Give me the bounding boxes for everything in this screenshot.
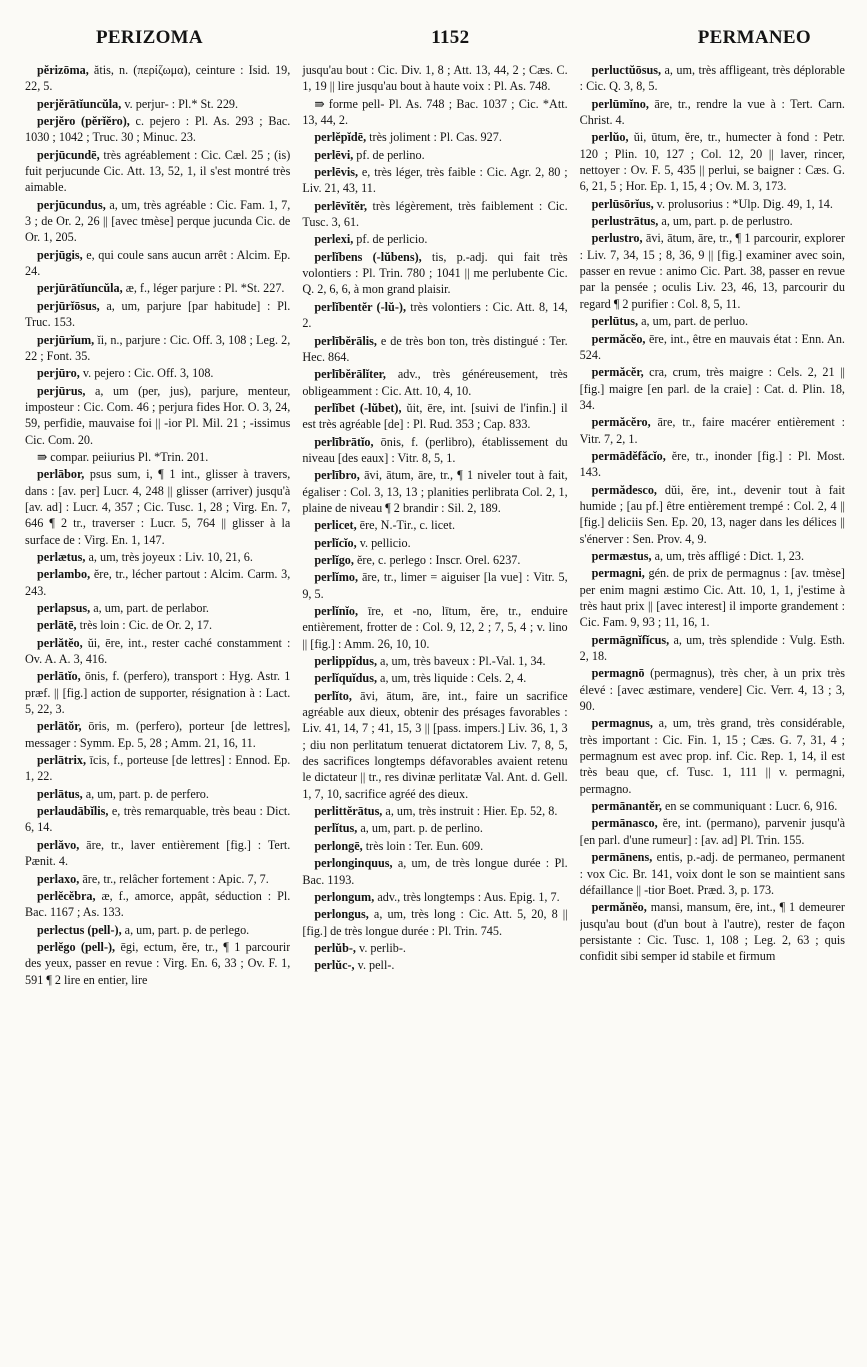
entry-headword: perlŭb-, [314, 940, 356, 955]
entry-headword: perjūrus, [37, 383, 86, 398]
dictionary-entry [580, 96, 845, 129]
entry-headword: perlātŏr, [37, 719, 82, 734]
entry-headword: perjūrĭum, [37, 332, 95, 347]
column-middle [302, 62, 567, 1360]
dictionary-entry [302, 940, 567, 956]
entry-definition: æ, f., amorce, appât, séduction : Pl. Bac. 1167 ; As. 133. [25, 888, 291, 920]
entry-headword: perlātrix, [37, 753, 87, 768]
header-right-guideword: PERMANEO [697, 27, 811, 48]
entry-headword: permăcĕro, [591, 415, 651, 430]
dictionary-entry [302, 333, 567, 366]
dictionary-entry [302, 653, 567, 669]
entry-definition: ēgi, ectum, ĕre, tr., ¶ 1 parcourir des yeux, passer en revue : Virg. En. 6, 33 ; Ov. F. 1, 591 ¶ 2 lire en entier, lire [25, 939, 291, 987]
dictionary-entry [580, 230, 845, 312]
column-right [580, 62, 845, 1360]
column-left [25, 62, 290, 1360]
entry-definition: adv., très généreusement, très obligeamment : Cic. Att. 10, 4, 10. [302, 367, 568, 398]
entry-definition: āre, tr., relâcher fortement : Apic. 7, 7. [79, 871, 269, 886]
entry-headword: permagni, [591, 566, 645, 581]
entry-definition: ⇛ forme pell- Pl. As. 748 ; Bac. 1037 ; Cic. *Att. 13, 44, 2. [302, 96, 568, 128]
dictionary-entry [25, 635, 290, 668]
entry-definition: a, um (per, jus), parjure, menteur, imposteur : Cic. Com. 46 ; perjura fides Hor. O. 3, 24, 59, perfidie, mauvaise foi || -ior Pl. Mil. 21 ; -issimus Cic. Com. 20. [25, 383, 291, 447]
entry-headword: perlustrātus, [591, 214, 659, 229]
entry-headword: permăcĕr, [591, 365, 644, 380]
entry-definition: v. perjur- : Pl.* St. 229. [121, 96, 239, 111]
dictionary-entry [580, 899, 845, 964]
dictionary-entry [580, 414, 845, 447]
entry-definition: pf. de perlicio. [353, 232, 428, 247]
entry-headword: perlătĕo, [37, 635, 83, 650]
entry-definition: mansi, mansum, ēre, int., ¶ 1 demeurer jusqu'au bout (d'un bout à l'autre), rester de façon persistante : Cic. Tusc. 1, 108 ; Leg. 2, 63 ; quis confidit sibi semper id stabile et firmum [579, 900, 845, 964]
dictionary-entry [580, 715, 845, 797]
dictionary-entry [580, 798, 845, 814]
entry-headword: perlongē, [314, 838, 363, 853]
dictionary-entry [302, 889, 567, 905]
entry-definition: jusqu'au bout : Cic. Div. 1, 8 ; Att. 13, 44, 2 ; Cæs. C. 1, 19 || lire jusqu'au bout à haute voix : Pl. As. 748. [302, 63, 568, 94]
entry-headword: perlībro, [314, 468, 360, 483]
entry-headword: perlambo, [37, 567, 91, 582]
entry-headword: permānasco, [591, 816, 658, 831]
entry-headword: perlongus, [314, 907, 369, 922]
entry-definition: (permagnus), très cher, à un prix très élevé : [avec æstimare, vendere] Cic. Verr. 4, 13 ; 3, 90. [579, 666, 845, 714]
entry-definition: très agréablement : Cic. Cæl. 25 ; (is) fuit perjucunde Cic. Att. 13, 52, 1, il s'est montré très aimable. [25, 147, 291, 195]
entry-definition: a, um, de très longue durée : Pl. Bac. 1193. [302, 856, 568, 887]
dictionary-entry [25, 96, 290, 112]
dictionary-entry [302, 147, 567, 163]
dictionary-entry [302, 198, 567, 231]
entry-headword: perlĭbet (-lŭbet), [314, 400, 402, 415]
entry-definition: ŭi, ūtum, ĕre, tr., humecter à fond : Petr. 120 ; Plin. 10, 127 ; Col. 12, 20 || laver, rincer, nettoyer : Ov. F. 5, 435 || perlui, se baigner : Cæs. G. 6, 21, 5 ; Hor. Ep. 1, 15, 4 ; Ov. M. 3, 173. [579, 130, 845, 194]
dictionary-entry [25, 600, 290, 616]
entry-definition: v. pejero : Cic. Off. 3, 108. [79, 366, 214, 381]
entry-headword: perjūrĭōsus, [37, 298, 100, 313]
entry-definition: ĕre, tr., lécher partout : Alcim. Carm. 3, 243. [25, 567, 291, 598]
entry-headword: permānens, [591, 850, 653, 865]
dictionary-entry [580, 448, 845, 481]
entry-definition: très légèrement, très faiblement : Cic. Tusc. 3, 61. [302, 198, 568, 230]
entry-definition: très volontiers : Cic. Att. 8, 14, 2. [302, 299, 568, 331]
entry-definition: āvi, ātum, āre, tr., ¶ 1 parcourir, explorer : Liv. 7, 34, 15 ; 8, 36, 9 || [fig.] examiner avec soin, passer en revue : animo Cic. Part. 38, passer en revue par la pensée ; oculis Liv. 23, 46, 13, parcourir du regard ¶ 2 purifier : Col. 8, 5, 11. [579, 231, 845, 311]
dictionary-entry [302, 838, 567, 854]
entry-definition: tis, p.-adj. qui fait très volontiers : Pl. Trin. 780 ; 1041 || me perlubente Cic. Q. 2, 6, 6, à mon grand plaisir. [302, 249, 568, 297]
entry-definition: très joliment : Pl. Cas. 927. [366, 130, 502, 145]
entry-headword: perlĭbens (-lŭbens), [314, 249, 422, 264]
entry-headword: perlustro, [591, 231, 643, 246]
entry-definition: e, très remarquable, très beau : Dict. 6, 14. [25, 804, 291, 835]
dictionary-entry [25, 247, 290, 280]
dictionary-entry [25, 62, 290, 95]
entry-definition: a, um, part. de perlabor. [90, 601, 209, 615]
entry-definition: āre, tr., faire macérer entièrement : Vitr. 7, 2, 1. [579, 415, 845, 446]
dictionary-entry [302, 129, 567, 145]
dictionary-entry [580, 331, 845, 364]
entry-headword: permănĕo, [591, 900, 647, 915]
entry-headword: perlætus, [37, 549, 86, 564]
entry-headword: perlēvĭtĕr, [314, 198, 368, 213]
entry-headword: perlūmĭno, [591, 96, 649, 111]
entry-headword: permăcĕo, [591, 331, 646, 346]
entry-definition: a, um, part. p. de perlego. [121, 922, 250, 937]
dictionary-entry [302, 231, 567, 247]
entry-headword: perlĭgo, [314, 552, 354, 567]
entry-headword: perlībĕrālĭter, [314, 367, 386, 382]
dictionary-entry [25, 837, 290, 870]
dictionary-entry [302, 434, 567, 467]
entry-headword: permæstus, [591, 548, 652, 563]
entry-headword: perlēvi, [314, 147, 354, 162]
dictionary-entry [25, 113, 290, 146]
dictionary-entry [25, 197, 290, 246]
page-number: 1152 [431, 27, 470, 48]
entry-headword: perlapsus, [37, 601, 91, 615]
dictionary-entry [25, 298, 290, 331]
entry-definition: a, um, très affligé : Dict. 1, 23. [651, 548, 804, 563]
dictionary-entry [580, 196, 845, 212]
dictionary-entry [302, 906, 567, 939]
entry-definition: e de très bon ton, très distingué : Ter. Hec. 864. [302, 333, 568, 364]
entry-headword: permānantĕr, [591, 799, 662, 814]
entry-headword: perluctŭōsus, [591, 63, 662, 77]
entry-definition: v. prolusorius : *Ulp. Dig. 49, 1, 14. [653, 196, 833, 211]
entry-headword: permagnō [591, 666, 645, 681]
entry-headword: perlūsōrĭus, [591, 196, 654, 211]
entry-definition: a, um, très grand, très considérable, très important : Cic. Fin. 1, 15 ; Cæs. G. 7, 31, 4 ; permagnum est avec prop. inf. Cic. Rep. 1, 14, il est très beau que, cf. Tusc. 1, 111 || v. permagni, permagno. [579, 716, 845, 796]
dictionary-entry [25, 803, 290, 836]
entry-definition: a, um, parjure [par habitude] : Pl. Truc. 153. [25, 298, 291, 330]
entry-headword: perjūro, [37, 366, 80, 381]
entry-definition: dŭi, ĕre, int., devenir tout à fait humide ; [au pf.] être entièrement trempé : Col. 2, 4 || [fig.] deliciis Sen. Ep. 20, 13, nager dans les délices || s'énerver : Sen. Prov. 4, 9. [579, 482, 845, 546]
dictionary-entry [25, 752, 290, 785]
entry-definition: īre, et -no, lītum, ĕre, tr., enduire entièrement, frotter de : Col. 9, 12, 2 ; 7, 5, 4 ; v. lino || [fig.] : Amm. 26, 10, 10. [302, 604, 568, 651]
entry-definition: psus sum, i, ¶ 1 int., glisser à travers, dans : [av. per] Lucr. 4, 248 || glisser (arriver) jusqu'à [av. ad] : Lucr. 4, 357 ; Cic. Tusc. 1, 28 ; Virg. En. 7, 646 ¶ 2 tr., traverser : Lucr. 5, 764 || glisser à la surface de : Virg. En. 1, 147. [25, 467, 291, 547]
entry-definition: a, um, très agréable : Cic. Fam. 1, 7, 3 ; de Or. 2, 26 || [avec tmèse] perque jucunda Cic. de Or. 1, 205. [25, 197, 291, 245]
entry-definition: āre, tr., limer = aiguiser [la vue] : Vitr. 5, 9, 5. [302, 570, 568, 601]
dictionary-entry [580, 632, 845, 665]
entry-definition: c. pejero : Pl. As. 293 ; Bac. 1030 ; 1042 ; Truc. 30 ; Minuc. 23. [25, 114, 291, 145]
entry-headword: perlĕgo (pell-), [37, 939, 116, 954]
dictionary-entry [25, 280, 290, 296]
dictionary-entry [580, 62, 845, 95]
entry-definition: e, qui coule sans aucun arrêt : Alcim. Ep. 24. [25, 247, 291, 279]
dictionary-entry [580, 815, 845, 848]
dictionary-entry [302, 96, 567, 129]
dictionary-entry [302, 803, 567, 819]
dictionary-entry [580, 482, 845, 547]
entry-definition: a, um, part. p. de perlino. [357, 821, 483, 836]
dictionary-entry [25, 939, 290, 988]
entry-definition: ōnis, f. (perfero), transport : Hyg. Astr. 1 præf. || [fig.] action de supporter, résignation à : Lact. 5, 22, 3. [25, 669, 291, 717]
entry-headword: perlĭbentĕr (-lŭ-), [314, 299, 406, 314]
dictionary-entry [25, 668, 290, 717]
entry-headword: perlībrātĭo, [314, 434, 374, 449]
dictionary-entry [25, 786, 290, 802]
dictionary-entry [302, 688, 567, 802]
entry-headword: perlĭto, [314, 688, 352, 703]
dictionary-entry [580, 213, 845, 229]
entry-definition: a, um, très instruit : Hier. Ep. 52, 8. [382, 804, 558, 819]
dictionary-entry [580, 665, 845, 714]
entry-definition: āre, tr., laver entièrement [fig.] : Tert. Pænit. 4. [25, 837, 291, 869]
entry-headword: perlībĕrālis, [314, 333, 377, 348]
entry-definition: a, um, très liquide : Cels. 2, 4. [377, 671, 527, 686]
entry-headword: perjūcundē, [37, 147, 100, 162]
entry-definition: v. perlib-. [355, 940, 406, 955]
entry-definition: ⇛ compar. peiiurius Pl. *Trin. 201. [37, 449, 209, 464]
entry-definition: ătis, n. (περίζωμα), ceinture : Isid. 19, 22, 5. [25, 63, 291, 94]
entry-definition: ōnis, f. (perlibro), établissement du niveau [des eaux] : Vitr. 8, 5, 1. [302, 434, 568, 465]
entry-definition: æ, f., léger parjure : Pl. *St. 227. [122, 281, 285, 296]
entry-headword: perlectus (pell-), [37, 922, 122, 937]
entry-definition: a, um, très joyeux : Liv. 10, 21, 6. [85, 549, 253, 564]
entry-headword: perlaxo, [37, 871, 80, 886]
dictionary-entry [25, 365, 290, 381]
dictionary-entry [25, 718, 290, 751]
entry-definition: āvi, ātum, āre, int., faire un sacrifice agréable aux dieux, obtenir des présages favorables : Liv. 41, 14, 7 ; 41, 15, 3 || [pass. impers.] Liv. 36, 1, 3 ; diu non perlitatum tenuerat dictatorem Liv. 7, 8, 5, des sacrifices longtemps défavorables avaient retenu le dictateur || tr., res divinæ perlitatæ Val. Ant. d. Gell. 1, 7, 10, sacrifice agréé des dieux. [302, 688, 568, 801]
entry-headword: perlātē, [37, 618, 77, 633]
entry-headword: perjūcundus, [37, 197, 106, 212]
entry-headword: perlĕpĭdē, [314, 130, 367, 145]
entry-definition: très loin : Ter. Eun. 609. [362, 838, 484, 853]
entry-definition: adv., très longtemps : Aus. Epig. 1, 7. [374, 889, 560, 904]
entry-headword: perlĭnĭo, [314, 604, 359, 618]
entry-definition: āvi, ātum, āre, tr., ¶ 1 niveler tout à fait, égaliser : Col. 3, 13, 13 ; planities perlibrata Col. 2, 1, plaine de niveau ¶ 2 brandir : Sil. 2, 189. [302, 468, 568, 515]
dictionary-entry [25, 617, 290, 633]
dictionary-entry [25, 332, 290, 365]
dictionary-entry [302, 517, 567, 533]
header-left-guideword: PERIZOMA [96, 27, 203, 48]
entry-headword: perlongum, [314, 889, 375, 904]
entry-definition: a, um, très long : Cic. Att. 5, 20, 8 || [fig.] de très longue durée : Pl. Trin. 745. [302, 907, 568, 938]
entry-definition: ĕre, c. perlego : Inscr. Orel. 6237. [353, 552, 521, 567]
entry-headword: perlātĭo, [37, 669, 81, 684]
entry-headword: perlĭtus, [314, 821, 358, 836]
entry-definition: pf. de perlino. [353, 147, 425, 162]
entry-definition: āre, tr., rendre la vue à : Tert. Carn. Christ. 4. [579, 96, 845, 128]
entry-definition: ŭit, ēre, int. [suivi de l'infin.] il est très agréable [de] : Pl. Rud. 353 ; Cap. 833. [302, 400, 568, 432]
dictionary-entry [25, 466, 290, 548]
dictionary-entry [302, 552, 567, 568]
dictionary-entry [25, 888, 290, 921]
dictionary-entry [302, 299, 567, 332]
dictionary-entry [25, 871, 290, 887]
entry-headword: perlūtus, [591, 314, 639, 329]
entry-definition: ĕre, tr., inonder [fig.] : Pl. Most. 143. [579, 448, 845, 480]
entry-definition: a, um, part. p. de perlustro. [658, 214, 793, 229]
entry-definition: ēre, N.-Tir., c. licet. [356, 518, 456, 533]
entry-headword: perlittĕrātus, [314, 804, 383, 819]
entry-headword: perlonginquus, [314, 856, 393, 871]
entry-headword: perjūgis, [37, 247, 83, 262]
entry-headword: permădesco, [591, 482, 657, 497]
entry-headword: permagnus, [591, 716, 653, 731]
dictionary-entry [580, 548, 845, 564]
page-header [96, 22, 811, 54]
dictionary-entry [25, 147, 290, 196]
dictionary-entry [302, 855, 567, 888]
entry-headword: perjūrātĭuncŭla, [37, 281, 123, 296]
dictionary-entry [25, 383, 290, 448]
entry-headword: perlăvo, [37, 837, 80, 852]
entry-headword: perlaudābĭlis, [37, 804, 109, 819]
entry-headword: perlŭo, [591, 130, 629, 145]
dictionary-entry [580, 313, 845, 329]
dictionary-entry [302, 957, 567, 973]
entry-definition: cra, crum, très maigre : Cels. 2, 21 || [fig.] maigre [en parl. de la craie] : Cat. d. Plin. 18, 34. [579, 365, 845, 412]
entry-headword: perlātus, [37, 786, 83, 801]
entry-headword: perlexi, [314, 232, 354, 247]
entry-definition: ēre, int., être en mauvais état : Enn. An. 524. [579, 331, 845, 362]
dictionary-entry [25, 449, 290, 465]
entry-definition: entis, p.-adj. de permaneo, permanent : vox Cic. Br. 141, voix dont le son se maintient sans défaillance || -tior Boet. Præd. 3, p. 173. [579, 850, 845, 897]
entry-definition: īcis, f., porteuse [de lettres] : Ennod. Ep. 1, 22. [25, 753, 291, 784]
dictionary-columns [25, 62, 845, 1360]
entry-definition: en se communiquant : Lucr. 6, 916. [661, 799, 838, 814]
entry-headword: permādĕfăcĭo, [591, 448, 666, 463]
entry-headword: perlĕcĕbra, [37, 888, 96, 903]
entry-definition: ŭi, ēre, int., rester caché constamment : Ov. A. A. 3, 416. [25, 635, 291, 667]
dictionary-entry [580, 364, 845, 413]
entry-definition: a, um, très baveux : Pl.-Val. 1, 34. [377, 654, 546, 669]
entry-headword: perjĕro (pĕrĭĕro), [37, 114, 130, 129]
entry-headword: perlippĭdus, [314, 654, 377, 669]
dictionary-entry [580, 129, 845, 194]
entry-headword: perlicet, [314, 518, 357, 533]
dictionary-entry [302, 366, 567, 399]
entry-headword: perlĭquĭdus, [314, 671, 377, 686]
entry-headword: perlĭmo, [314, 570, 358, 585]
dictionary-entry [580, 849, 845, 898]
entry-headword: permāgnĭfĭcus, [591, 632, 670, 647]
entry-headword: perjĕrātĭuncŭla, [37, 96, 122, 111]
entry-definition: v. pellicio. [356, 535, 411, 550]
dictionary-entry [302, 535, 567, 551]
dictionary-entry [25, 922, 290, 938]
entry-definition: ōris, m. (perfero), porteur [de lettres], messager : Symm. Ep. 5, 28 ; Amm. 21, 16, 11. [25, 719, 291, 750]
entry-headword: perlŭc-, [314, 958, 355, 973]
dictionary-entry [25, 566, 290, 599]
entry-definition: très loin : Cic. de Or. 2, 17. [76, 618, 212, 633]
entry-definition: a, um, très splendide : Vulg. Esth. 2, 18. [579, 632, 845, 664]
dictionary-entry [302, 400, 567, 433]
entry-headword: perlēvis, [314, 165, 358, 180]
entry-definition: a, um, part. de perluo. [638, 314, 749, 329]
dictionary-entry [302, 670, 567, 686]
entry-definition: ĭi, n., parjure : Cic. Off. 3, 108 ; Leg. 2, 22 ; Font. 35. [25, 332, 291, 363]
dictionary-entry [302, 603, 567, 652]
entry-headword: pĕrizōma, [37, 63, 89, 77]
dictionary-entry [302, 820, 567, 836]
entry-definition: a, um, très affligeant, très déplorable : Cic. Q. 3, 8, 5. [579, 63, 845, 94]
dictionary-entry [302, 569, 567, 602]
entry-definition: e, très léger, très faible : Cic. Agr. 2, 80 ; Liv. 21, 43, 11. [302, 165, 568, 196]
entry-definition: v. pell-. [354, 958, 395, 973]
entry-definition: gén. de prix de permagnus : [av. tmèse] per enim magni æstimo Cic. Att. 10, 1, 1, j'estime à très haut prix || [avec interest] il importe grandement : Cic. Fam. 9, 93 ; 11, 16, 1. [579, 566, 845, 630]
entry-definition: ĕre, int. (permano), parvenir jusqu'à [en parl. d'une rumeur] : [av. ad] Pl. Trin. 155. [579, 816, 845, 847]
dictionary-entry [580, 565, 845, 630]
dictionary-entry [302, 249, 567, 298]
entry-definition: a, um, part. p. de perfero. [82, 786, 209, 801]
entry-headword: perlĭcĭo, [314, 535, 357, 550]
dictionary-entry [302, 467, 567, 516]
dictionary-entry [302, 62, 567, 95]
entry-headword: perlābor, [37, 467, 85, 482]
dictionary-entry [302, 164, 567, 197]
dictionary-entry [25, 549, 290, 565]
